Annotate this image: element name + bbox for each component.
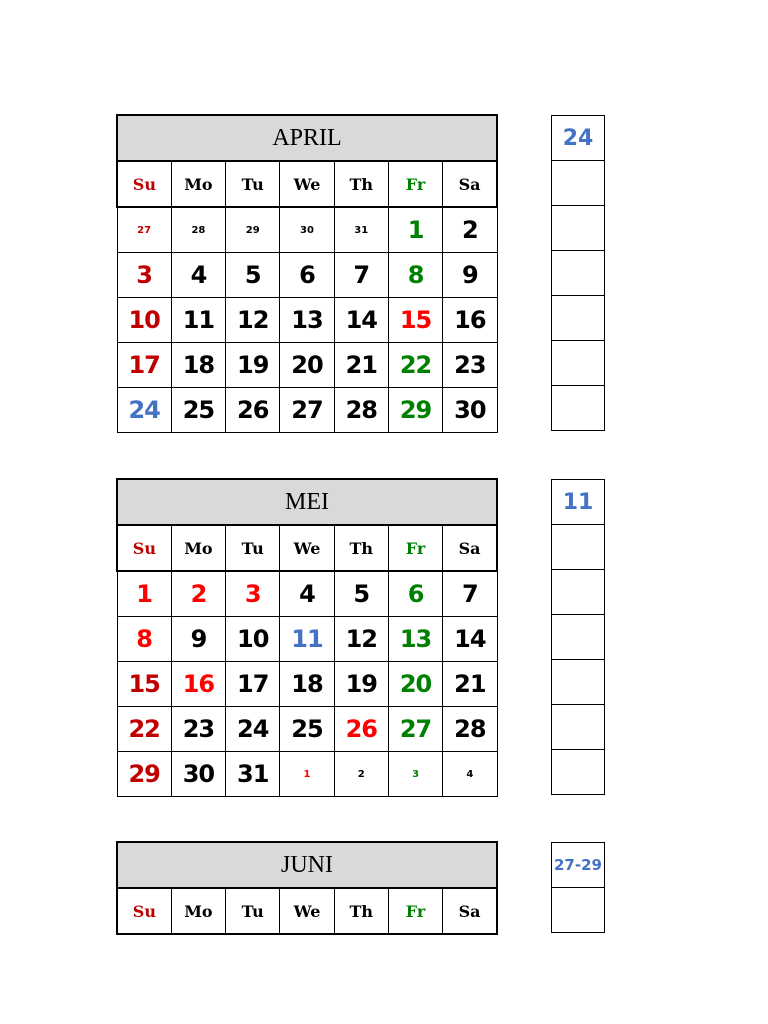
note-cell xyxy=(552,296,605,341)
day-cell: 7 xyxy=(443,571,497,617)
day-cell: 25 xyxy=(171,388,225,433)
month-calendar xyxy=(116,478,498,797)
day-cell: 13 xyxy=(388,617,442,662)
day-cell: 28 xyxy=(443,707,497,752)
weekday-header: Th xyxy=(334,525,388,571)
day-cell: 6 xyxy=(388,571,442,617)
day-cell: 17 xyxy=(117,343,171,388)
note-cell xyxy=(552,615,605,660)
month-calendar xyxy=(116,841,498,935)
note-cell xyxy=(552,888,605,933)
day-cell: 24 xyxy=(226,707,280,752)
weekday-header: We xyxy=(280,525,334,571)
day-cell: 19 xyxy=(226,343,280,388)
day-cell: 28 xyxy=(171,207,225,253)
month-grid xyxy=(116,478,498,797)
day-cell: 2 xyxy=(334,752,388,797)
day-cell: 18 xyxy=(171,343,225,388)
weekday-header: Mo xyxy=(171,888,225,934)
week-row xyxy=(117,752,497,797)
weekday-header: Su xyxy=(117,888,171,934)
week-row xyxy=(117,207,497,253)
week-row xyxy=(117,571,497,617)
note-cell xyxy=(552,386,605,431)
day-cell: 3 xyxy=(388,752,442,797)
notes-column xyxy=(551,479,605,795)
note-cell xyxy=(552,705,605,750)
day-cell: 7 xyxy=(334,253,388,298)
month-calendar xyxy=(116,114,498,433)
day-cell: 4 xyxy=(280,571,334,617)
weekday-header: Mo xyxy=(171,161,225,207)
week-number-label: 27-29 xyxy=(552,843,605,888)
weekday-header: We xyxy=(280,161,334,207)
day-cell: 11 xyxy=(171,298,225,343)
day-cell: 29 xyxy=(388,388,442,433)
day-cell: 12 xyxy=(226,298,280,343)
weekday-header: Fr xyxy=(388,525,442,571)
day-cell: 4 xyxy=(171,253,225,298)
day-cell: 25 xyxy=(280,707,334,752)
day-cell: 23 xyxy=(443,343,497,388)
note-cell xyxy=(552,525,605,570)
day-cell: 16 xyxy=(171,662,225,707)
day-cell: 3 xyxy=(226,571,280,617)
day-cell: 28 xyxy=(334,388,388,433)
note-cell xyxy=(552,251,605,296)
week-row xyxy=(117,298,497,343)
day-cell: 27 xyxy=(117,207,171,253)
week-row xyxy=(117,343,497,388)
day-cell: 21 xyxy=(443,662,497,707)
day-cell: 20 xyxy=(388,662,442,707)
weekday-header: Sa xyxy=(443,525,497,571)
day-cell: 20 xyxy=(280,343,334,388)
day-cell: 18 xyxy=(280,662,334,707)
day-cell: 27 xyxy=(388,707,442,752)
day-cell: 8 xyxy=(117,617,171,662)
day-cell: 22 xyxy=(388,343,442,388)
day-cell: 30 xyxy=(171,752,225,797)
day-cell: 11 xyxy=(280,617,334,662)
weekday-header: Th xyxy=(334,161,388,207)
note-cell xyxy=(552,341,605,386)
day-cell: 31 xyxy=(226,752,280,797)
day-cell: 8 xyxy=(388,253,442,298)
note-cell xyxy=(552,206,605,251)
day-cell: 1 xyxy=(388,207,442,253)
day-cell: 15 xyxy=(117,662,171,707)
note-cell xyxy=(552,161,605,206)
day-cell: 21 xyxy=(334,343,388,388)
weekday-header: Fr xyxy=(388,161,442,207)
weekday-header: Su xyxy=(117,525,171,571)
day-cell: 6 xyxy=(280,253,334,298)
week-number-label: 11 xyxy=(552,480,605,525)
day-cell: 24 xyxy=(117,388,171,433)
weekday-header: Sa xyxy=(443,161,497,207)
notes-column xyxy=(551,842,605,933)
day-cell: 15 xyxy=(388,298,442,343)
week-row xyxy=(117,707,497,752)
day-cell: 14 xyxy=(443,617,497,662)
note-cell xyxy=(552,570,605,615)
day-cell: 22 xyxy=(117,707,171,752)
weekday-header: Fr xyxy=(388,888,442,934)
day-cell: 30 xyxy=(280,207,334,253)
notes-column xyxy=(551,115,605,431)
weekday-header: Tu xyxy=(226,525,280,571)
weekday-header: Tu xyxy=(226,888,280,934)
week-row xyxy=(117,617,497,662)
day-cell: 27 xyxy=(280,388,334,433)
day-cell: 2 xyxy=(443,207,497,253)
weekday-header: Mo xyxy=(171,525,225,571)
day-cell: 5 xyxy=(226,253,280,298)
day-cell: 13 xyxy=(280,298,334,343)
day-cell: 17 xyxy=(226,662,280,707)
day-cell: 19 xyxy=(334,662,388,707)
day-cell: 30 xyxy=(443,388,497,433)
month-grid xyxy=(116,841,498,935)
day-cell: 10 xyxy=(226,617,280,662)
weekday-header: Sa xyxy=(443,888,497,934)
month-title: JUNI xyxy=(117,842,497,888)
note-cell xyxy=(552,750,605,795)
weekday-header: Tu xyxy=(226,161,280,207)
week-row xyxy=(117,662,497,707)
day-cell: 12 xyxy=(334,617,388,662)
day-cell: 1 xyxy=(117,571,171,617)
day-cell: 31 xyxy=(334,207,388,253)
day-cell: 9 xyxy=(443,253,497,298)
day-cell: 5 xyxy=(334,571,388,617)
day-cell: 1 xyxy=(280,752,334,797)
day-cell: 3 xyxy=(117,253,171,298)
weekday-header: Su xyxy=(117,161,171,207)
day-cell: 9 xyxy=(171,617,225,662)
weekday-header: Th xyxy=(334,888,388,934)
day-cell: 23 xyxy=(171,707,225,752)
day-cell: 16 xyxy=(443,298,497,343)
week-number-label: 24 xyxy=(552,116,605,161)
day-cell: 26 xyxy=(334,707,388,752)
weekday-header: We xyxy=(280,888,334,934)
day-cell: 14 xyxy=(334,298,388,343)
month-title: APRIL xyxy=(117,115,497,161)
month-title: MEI xyxy=(117,479,497,525)
week-row xyxy=(117,388,497,433)
day-cell: 29 xyxy=(226,207,280,253)
day-cell: 4 xyxy=(443,752,497,797)
note-cell xyxy=(552,660,605,705)
week-row xyxy=(117,253,497,298)
day-cell: 2 xyxy=(171,571,225,617)
month-grid xyxy=(116,114,498,433)
day-cell: 29 xyxy=(117,752,171,797)
day-cell: 10 xyxy=(117,298,171,343)
day-cell: 26 xyxy=(226,388,280,433)
